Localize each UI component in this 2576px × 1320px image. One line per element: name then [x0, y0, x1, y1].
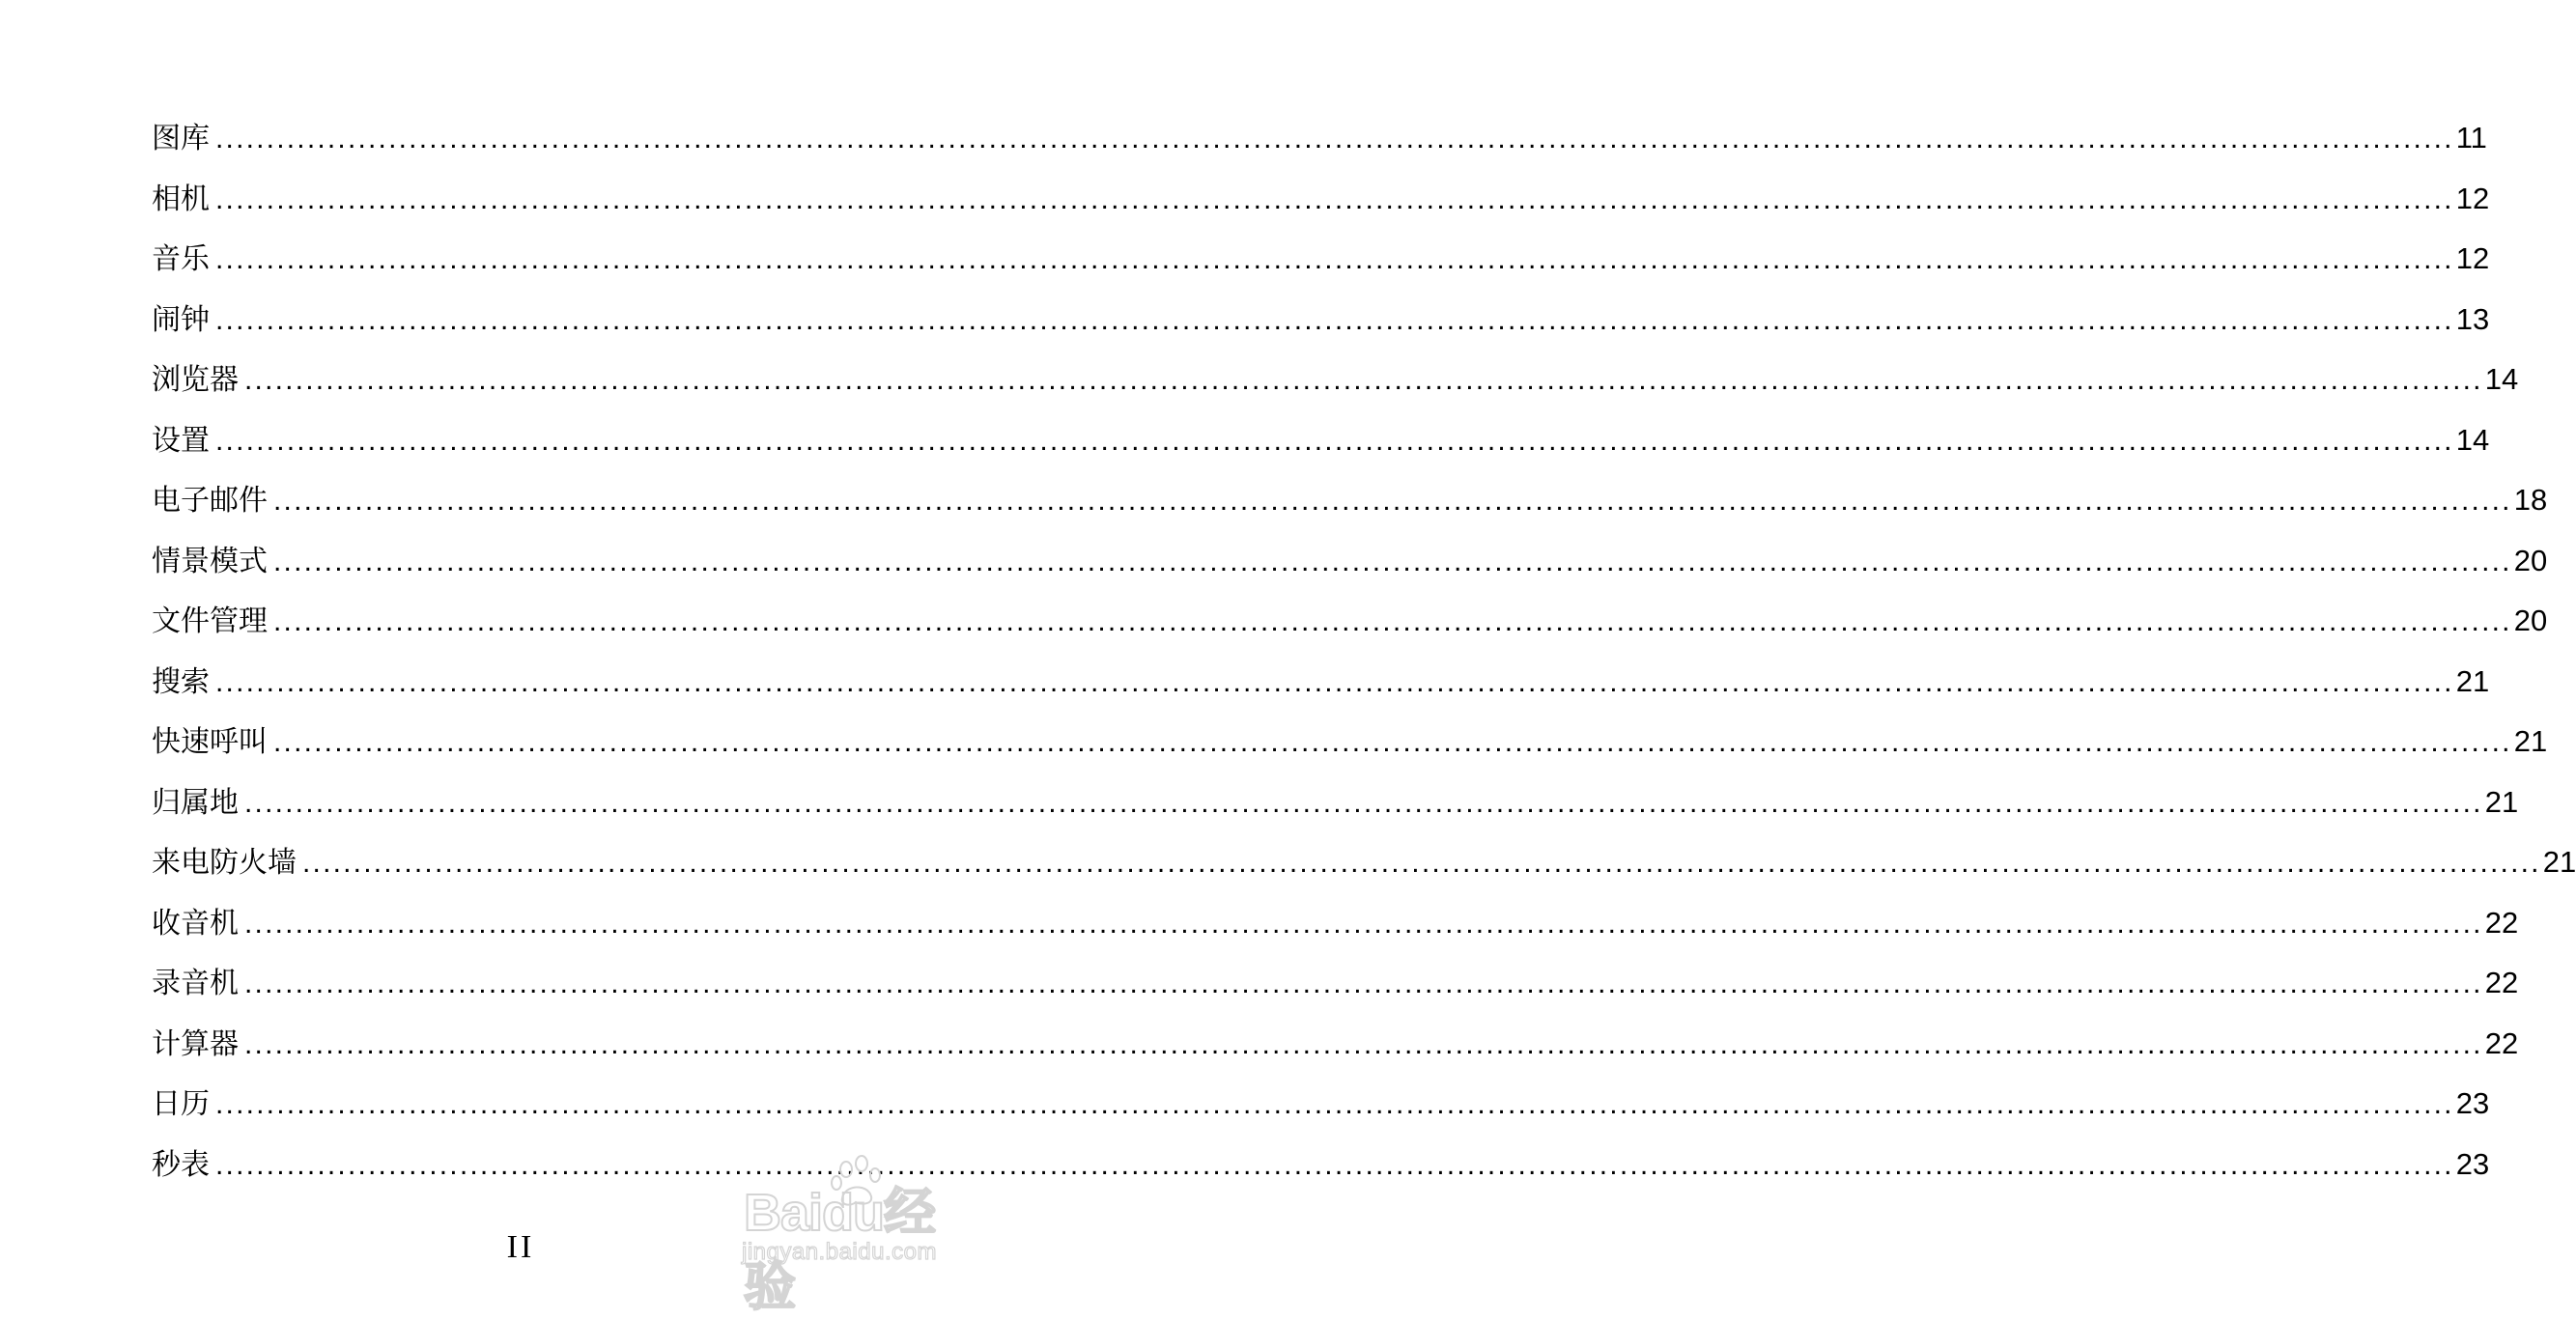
- toc-dot-leader: ............................................................................................................................................................................................................................: [215, 183, 2454, 215]
- toc-entry[interactable]: [152, 350, 2519, 410]
- toc-entry-page: 14: [2455, 422, 2490, 457]
- toc-entry-page: 18: [2513, 483, 2548, 517]
- toc-dot-leader: ............................................................................................................................................................................................................................: [273, 726, 2512, 758]
- toc-dot-leader: ............................................................................................................................................................................................................................: [215, 1088, 2454, 1120]
- toc-entry-title: 浏览器: [152, 363, 239, 397]
- toc-entry[interactable]: [152, 1074, 2490, 1135]
- toc-entry[interactable]: [152, 108, 2487, 169]
- table-of-contents: [152, 108, 2576, 1194]
- toc-entry-title: 情景模式: [152, 544, 268, 578]
- paw-icon: [829, 1154, 887, 1212]
- toc-entry-page: 12: [2455, 241, 2490, 275]
- toc-entry[interactable]: [152, 470, 2548, 531]
- toc-entry[interactable]: [152, 712, 2548, 772]
- toc-entry-title: 搜索: [152, 664, 210, 699]
- toc-entry-page: 21: [2542, 845, 2576, 879]
- toc-entry-page: 22: [2484, 966, 2519, 999]
- toc-entry[interactable]: [152, 229, 2490, 290]
- toc-dot-leader: ............................................................................................................................................................................................................................: [244, 1027, 2483, 1060]
- toc-entry-title: 收音机: [152, 906, 239, 941]
- toc-entry[interactable]: [152, 652, 2490, 713]
- page-number: II: [506, 1229, 535, 1265]
- toc-entry-title: 计算器: [152, 1026, 239, 1061]
- toc-dot-leader: ............................................................................................................................................................................................................................: [273, 545, 2512, 577]
- toc-dot-leader: ............................................................................................................................................................................................................................: [215, 123, 2454, 154]
- toc-entry[interactable]: [152, 893, 2519, 954]
- toc-entry-title: 归属地: [152, 785, 239, 820]
- toc-entry[interactable]: [152, 772, 2519, 833]
- toc-dot-leader: ............................................................................................................................................................................................................................: [244, 907, 2483, 940]
- watermark-url: jingyan.baidu.com: [742, 1239, 937, 1265]
- toc-entry-page: 21: [2455, 663, 2490, 698]
- toc-dot-leader: ............................................................................................................................................................................................................................: [273, 605, 2512, 637]
- toc-dot-leader: ............................................................................................................................................................................................................................: [244, 364, 2483, 396]
- toc-dot-leader: ............................................................................................................................................................................................................................: [273, 485, 2512, 517]
- toc-entry-title: 闹钟: [152, 302, 210, 337]
- toc-entry-title: 文件管理: [152, 604, 268, 638]
- toc-dot-leader: ............................................................................................................................................................................................................................: [244, 786, 2483, 819]
- watermark: [734, 1154, 985, 1316]
- toc-entry-title: 录音机: [152, 967, 239, 1000]
- toc-dot-leader: ............................................................................................................................................................................................................................: [302, 847, 2541, 879]
- watermark-brand: Baidu经验: [744, 1184, 936, 1316]
- toc-entry-title: 日历: [152, 1087, 210, 1121]
- toc-entry[interactable]: [152, 1014, 2519, 1075]
- toc-entry-title: 电子邮件: [152, 484, 268, 518]
- toc-dot-leader: ............................................................................................................................................................................................................................: [215, 1148, 2454, 1181]
- toc-entry[interactable]: [152, 290, 2490, 351]
- toc-entry[interactable]: [152, 832, 2576, 893]
- toc-entry-title: 音乐: [152, 242, 210, 276]
- toc-entry-page: 23: [2455, 1086, 2490, 1120]
- toc-entry-title: 快速呼叫: [152, 725, 268, 759]
- toc-entry[interactable]: [152, 410, 2490, 471]
- toc-dot-leader: ............................................................................................................................................................................................................................: [215, 243, 2454, 275]
- toc-entry[interactable]: [152, 953, 2519, 1014]
- toc-dot-leader: ............................................................................................................................................................................................................................: [244, 968, 2483, 999]
- toc-entry-page: 23: [2455, 1146, 2490, 1181]
- toc-entry-page: 12: [2455, 181, 2490, 215]
- toc-entry-page: 20: [2513, 543, 2548, 577]
- toc-entry-page: 22: [2484, 1025, 2519, 1060]
- toc-entry-page: 22: [2484, 905, 2519, 940]
- toc-entry-page: 14: [2484, 362, 2519, 396]
- toc-entry-page: 21: [2484, 784, 2519, 819]
- toc-entry-title: 来电防火墙: [152, 846, 297, 880]
- toc-entry-page: 21: [2513, 724, 2548, 758]
- toc-entry-page: 13: [2455, 301, 2490, 336]
- toc-dot-leader: ............................................................................................................................................................................................................................: [215, 665, 2454, 698]
- toc-entry[interactable]: [152, 591, 2548, 652]
- toc-dot-leader: ............................................................................................................................................................................................................................: [215, 424, 2454, 457]
- toc-entry-title: 图库: [152, 122, 210, 155]
- toc-dot-leader: ............................................................................................................................................................................................................................: [215, 303, 2454, 336]
- toc-entry[interactable]: [152, 169, 2490, 230]
- toc-entry-page: 20: [2513, 604, 2548, 637]
- toc-entry-title: 秒表: [152, 1147, 210, 1182]
- toc-entry-page: 11: [2455, 121, 2487, 154]
- toc-entry[interactable]: [152, 531, 2548, 592]
- toc-entry-title: 相机: [152, 182, 210, 216]
- toc-entry-title: 设置: [152, 423, 210, 458]
